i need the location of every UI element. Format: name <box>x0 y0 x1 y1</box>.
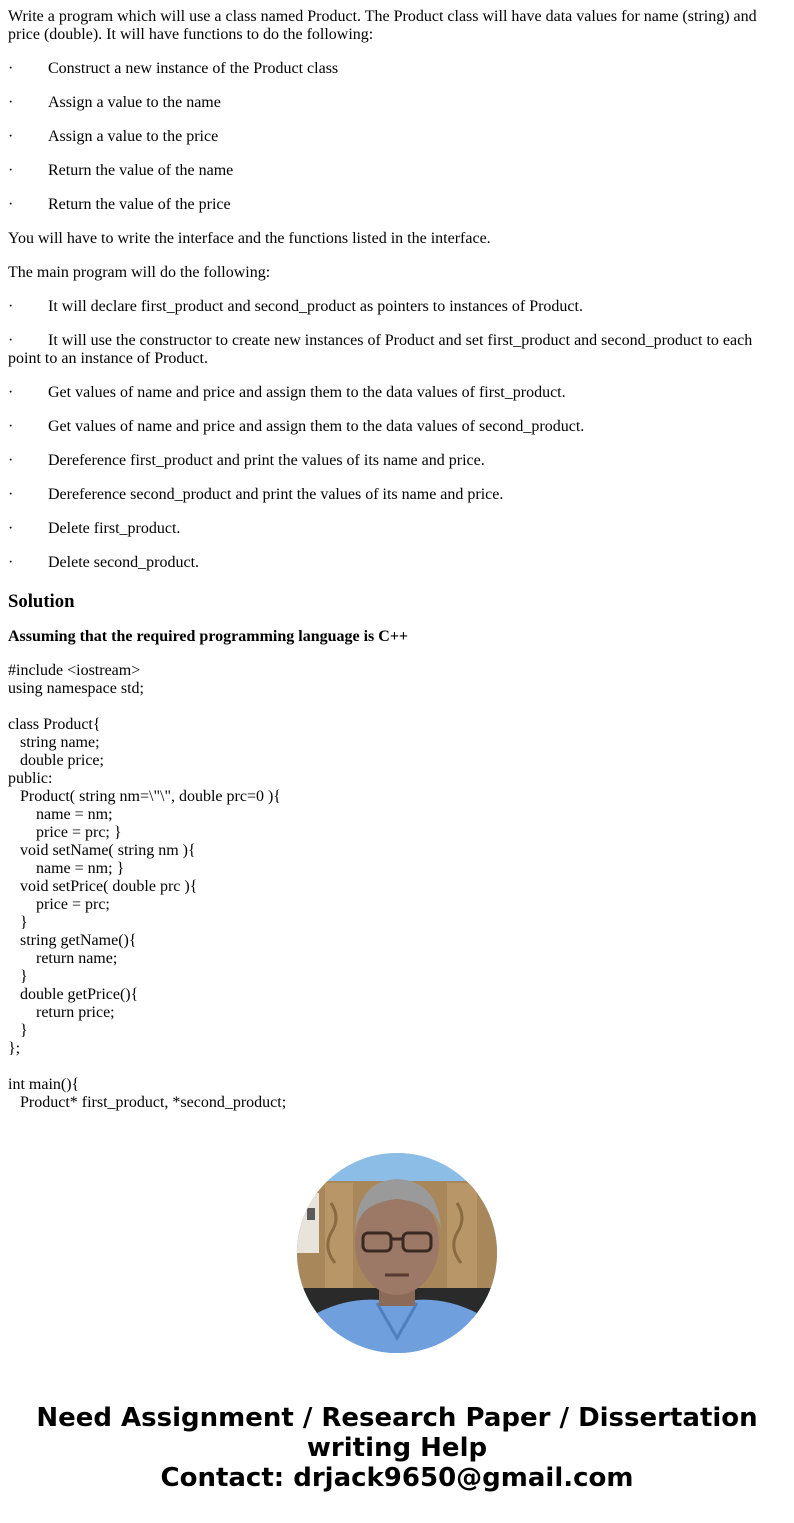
code-line: double getPrice(){ <box>8 986 139 1003</box>
code-line: void setPrice( double prc ){ <box>8 878 198 895</box>
code-line <box>8 698 786 716</box>
bullet-icon: · <box>8 196 14 213</box>
bullet-icon: · <box>8 128 14 145</box>
main-intro: The main program will do the following: <box>8 264 271 281</box>
code-line: double price; <box>8 752 104 769</box>
language-assumption: Assuming that the required programming language is C++ <box>8 628 409 645</box>
list-item: · Assign a value to the name <box>8 94 221 111</box>
code-line: #include <iostream> <box>8 662 141 679</box>
bullet-icon: · <box>8 332 14 349</box>
list-item: · Assign a value to the price <box>8 128 219 145</box>
code-line: string name; <box>8 734 100 751</box>
code-line: Product( string nm=\"\", double prc=0 ){ <box>8 788 281 805</box>
code-line: return name; <box>8 950 118 967</box>
bullet-icon: · <box>8 94 14 111</box>
code-line: } <box>8 1022 28 1039</box>
code-line: string getName(){ <box>8 932 137 949</box>
code-line: }; <box>8 1040 21 1057</box>
bullet-icon: · <box>8 554 14 571</box>
contact-banner <box>0 1403 794 1493</box>
banner-line: Need Assignment / Research Paper / Dissertation <box>36 1403 758 1433</box>
code-line: price = prc; <box>8 896 110 913</box>
code-line: name = nm; } <box>8 860 125 877</box>
document-content <box>8 8 786 1112</box>
list-item: · Dereference second_product and print the values of its name and price. <box>8 486 504 503</box>
code-line <box>8 1058 786 1076</box>
code-line: using namespace std; <box>8 680 144 697</box>
list-item: · Get values of name and price and assign them to the data values of first_product. <box>8 384 566 401</box>
code-line: class Product{ <box>8 716 101 733</box>
code-line: void setName( string nm ){ <box>8 842 196 859</box>
bullet-icon: · <box>8 384 14 401</box>
bullet-icon: · <box>8 418 14 435</box>
banner-line: writing Help <box>306 1433 488 1463</box>
list-item: · It will use the constructor to create new instances of Product and set first_product and second_product to each point to an instance of Product. <box>8 332 753 367</box>
list-item: · Delete first_product. <box>8 520 181 537</box>
code-line: } <box>8 968 28 985</box>
list-item: · Get values of name and price and assign them to the data values of second_product. <box>8 418 585 435</box>
code-block <box>8 662 786 1112</box>
contact-email: Contact: drjack9650@gmail.com <box>160 1463 634 1493</box>
code-line: } <box>8 914 28 931</box>
code-line: return price; <box>8 1004 115 1021</box>
solution-heading: Solution <box>8 591 75 612</box>
avatar <box>297 1153 497 1353</box>
code-line: int main(){ <box>8 1076 80 1093</box>
bullet-icon: · <box>8 520 14 537</box>
list-item: · Return the value of the name <box>8 162 234 179</box>
bullet-icon: · <box>8 298 14 315</box>
list-item: · It will declare first_product and second_product as pointers to instances of Product. <box>8 298 583 315</box>
code-line: price = prc; } <box>8 824 122 841</box>
bullet-icon: · <box>8 486 14 503</box>
bullet-icon: · <box>8 60 14 77</box>
question-intro: Write a program which will use a class named Product. The Product class will have data values for name (string) and price (double). It will have functions to do the following: <box>8 8 757 43</box>
code-line: Product* first_product, *second_product; <box>8 1094 287 1111</box>
list-item: · Return the value of the price <box>8 196 231 213</box>
list-item: · Delete second_product. <box>8 554 200 571</box>
portrait-photo <box>297 1153 497 1353</box>
bullet-icon: · <box>8 162 14 179</box>
list-item: · Construct a new instance of the Product class <box>8 60 339 77</box>
bullet-icon: · <box>8 452 14 469</box>
code-line: public: <box>8 770 53 787</box>
list-item: · Dereference first_product and print the values of its name and price. <box>8 452 485 469</box>
interface-note: You will have to write the interface and the functions listed in the interface. <box>8 230 491 247</box>
code-line: name = nm; <box>8 806 113 823</box>
